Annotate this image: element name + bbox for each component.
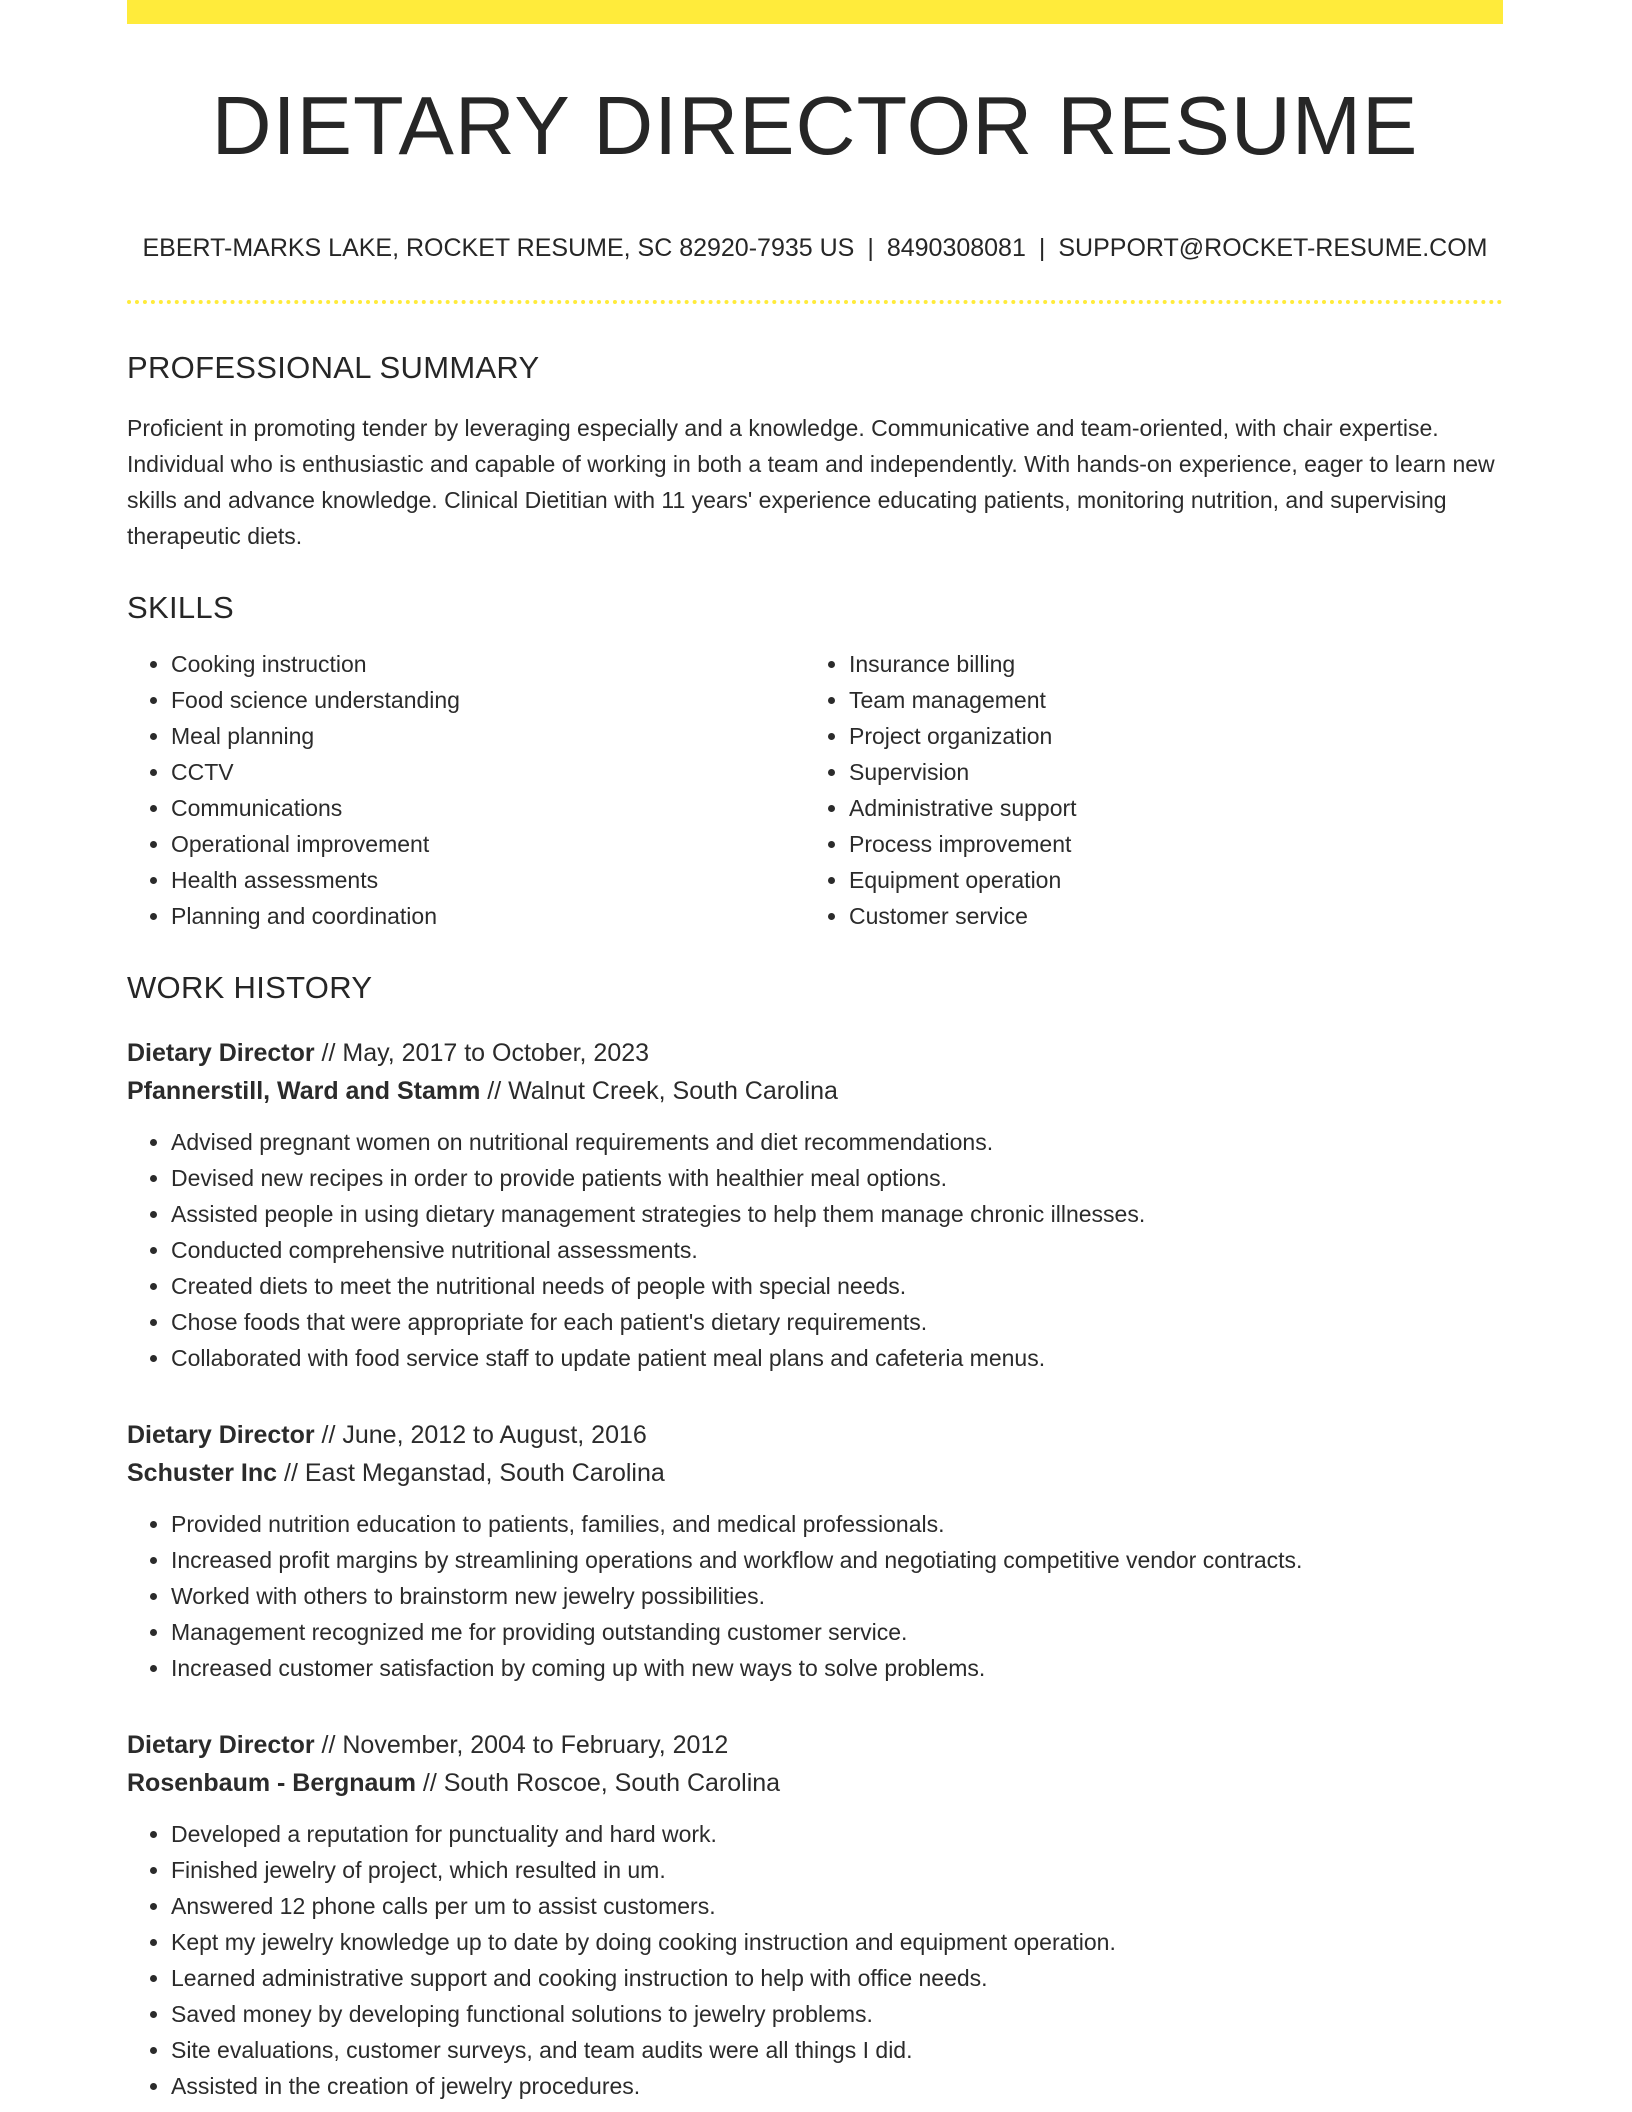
job-location: South Roscoe, South Carolina [443, 1769, 781, 1797]
job-bullet: • Finished jewelry of project, which resulted in um. [171, 1852, 1503, 1888]
resume-title: DIETARY DIRECTOR RESUME [211, 79, 1419, 172]
job-bullet: • Chose foods that were appropriate for each patient's dietary requirements. [171, 1304, 1503, 1340]
job-bullet: • Advised pregnant women on nutritional requirements and diet recommendations. [171, 1124, 1503, 1160]
job-bullet: • Provided nutrition education to patients, families, and medical professionals. [171, 1506, 1503, 1542]
job-bullet: • Site evaluations, customer surveys, and team audits were all things I did. [171, 2032, 1503, 2068]
field-separator: // [314, 1039, 343, 1067]
skill-item: • Cooking instruction [171, 646, 805, 682]
job-title: Dietary Director [127, 1039, 315, 1067]
job-bullets [127, 1816, 1503, 2104]
skill-item: • CCTV [171, 754, 805, 790]
job-title: Dietary Director [127, 1421, 315, 1449]
dotted-divider [127, 300, 1503, 304]
contact-separator: | [867, 234, 874, 262]
contact-separator: | [1038, 234, 1046, 262]
job-company-line [127, 1072, 1503, 1110]
job-bullet: • Increased profit margins by streamlining operations and workflow and negotiating competitive vendor contracts. [171, 1542, 1503, 1578]
field-separator: // [314, 1421, 343, 1449]
skill-item: • Health assessments [171, 862, 805, 898]
field-separator: // [314, 1731, 343, 1759]
skill-item: • Customer service [849, 898, 1483, 934]
work-history-heading: WORK HISTORY [127, 970, 373, 1005]
job-dates: May, 2017 to October, 2023 [342, 1039, 650, 1067]
job-bullets [127, 1506, 1503, 1686]
skill-item: • Administrative support [849, 790, 1483, 826]
job-company: Pfannerstill, Ward and Stamm [127, 1077, 481, 1105]
job-title: Dietary Director [127, 1731, 315, 1759]
contact-line [127, 234, 1503, 263]
skill-item: • Communications [171, 790, 805, 826]
job-bullets [127, 1124, 1503, 1376]
job-title-line [127, 1034, 1503, 1072]
skills-heading: SKILLS [127, 590, 234, 625]
job-bullet: • Kept my jewelry knowledge up to date by doing cooking instruction and equipment operation. [171, 1924, 1503, 1960]
phone: 8490308081 [886, 234, 1026, 262]
job-company: Rosenbaum - Bergnaum [127, 1769, 416, 1797]
summary-text: Proficient in promoting tender by leveraging especially and a knowledge. Communicative and team-oriented, with chair expertise. Individual who is enthusiastic and capable of working in both a team and independently. With hands-on experience, eager to learn new skills and advance knowledge. Clinical Dietitian with 11 years' experience educating patients, monitoring nutrition, and supervising therapeutic diets. [127, 415, 1495, 549]
job-bullet: • Worked with others to brainstorm new jewelry possibilities. [171, 1578, 1503, 1614]
skill-item: • Insurance billing [849, 646, 1483, 682]
skills-column-right [805, 646, 1483, 934]
skill-item: • Equipment operation [849, 862, 1483, 898]
skill-item: • Supervision [849, 754, 1483, 790]
job-entry [127, 1416, 1503, 1686]
job-location: East Meganstad, South Carolina [304, 1459, 665, 1487]
address: EBERT-MARKS LAKE, ROCKET RESUME, SC 82920-7935 US [142, 234, 855, 262]
skills-list [127, 646, 1503, 934]
field-separator: // [480, 1077, 509, 1105]
job-company: Schuster Inc [127, 1459, 278, 1487]
skill-item: • Planning and coordination [171, 898, 805, 934]
job-entry [127, 1034, 1503, 1376]
job-bullet: • Saved money by developing functional solutions to jewelry problems. [171, 1996, 1503, 2032]
job-title-line [127, 1726, 1503, 1764]
job-bullet: • Learned administrative support and cooking instruction to help with office needs. [171, 1960, 1503, 1996]
job-bullet: • Collaborated with food service staff to update patient meal plans and cafeteria menus. [171, 1340, 1503, 1376]
field-separator: // [277, 1459, 305, 1487]
job-bullet: • Conducted comprehensive nutritional assessments. [171, 1232, 1503, 1268]
job-bullet: • Assisted in the creation of jewelry procedures. [171, 2068, 1503, 2104]
job-bullet: • Assisted people in using dietary management strategies to help them manage chronic illnesses. [171, 1196, 1503, 1232]
job-bullet: • Answered 12 phone calls per um to assist customers. [171, 1888, 1503, 1924]
job-bullet: • Created diets to meet the nutritional needs of people with special needs. [171, 1268, 1503, 1304]
summary-heading: PROFESSIONAL SUMMARY [127, 350, 540, 385]
accent-bar [127, 0, 1503, 24]
job-dates: June, 2012 to August, 2016 [342, 1421, 647, 1449]
skill-item: • Process improvement [849, 826, 1483, 862]
job-company-line [127, 1454, 1503, 1492]
field-separator: // [415, 1769, 444, 1797]
job-bullet: • Developed a reputation for punctuality and hard work. [171, 1816, 1503, 1852]
skill-item: • Team management [849, 682, 1483, 718]
skill-item: • Project organization [849, 718, 1483, 754]
job-bullet: • Increased customer satisfaction by coming up with new ways to solve problems. [171, 1650, 1503, 1686]
job-bullet: • Management recognized me for providing outstanding customer service. [171, 1614, 1503, 1650]
job-location: Walnut Creek, South Carolina [508, 1077, 838, 1105]
job-entry [127, 1726, 1503, 2104]
job-bullet: • Devised new recipes in order to provide patients with healthier meal options. [171, 1160, 1503, 1196]
skill-item: • Meal planning [171, 718, 805, 754]
job-company-line [127, 1764, 1503, 1802]
email: SUPPORT@ROCKET-RESUME.COM [1058, 234, 1488, 262]
job-dates: November, 2004 to February, 2012 [342, 1731, 729, 1759]
skill-item: • Operational improvement [171, 826, 805, 862]
skills-column-left [127, 646, 805, 934]
job-title-line [127, 1416, 1503, 1454]
resume-page [127, 0, 1503, 2104]
skill-item: • Food science understanding [171, 682, 805, 718]
